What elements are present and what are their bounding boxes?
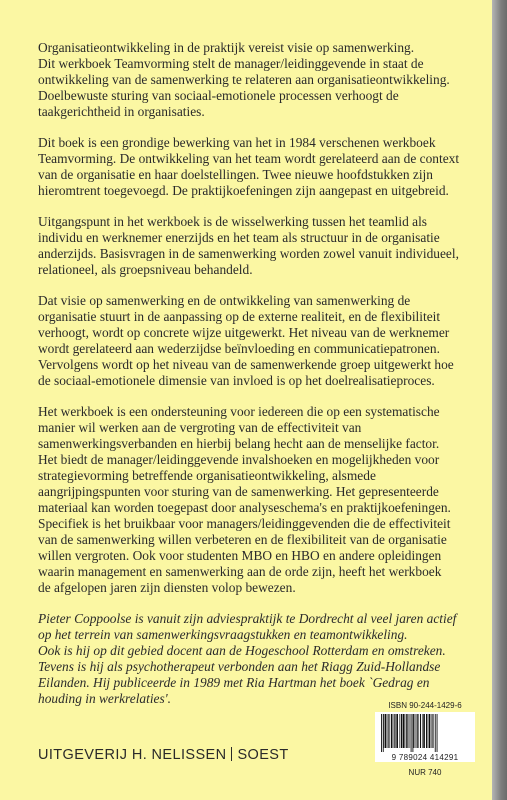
author-bio	[38, 611, 458, 707]
text-line: Uitgangspunt in het werkboek is de wisselwerking tussen het teamlid als	[38, 214, 428, 229]
text-line: Pieter Coppoolse is vanuit zijn adviespraktijk te Dordrecht al veel jaren actief	[38, 611, 457, 626]
barcode-bar	[403, 714, 405, 748]
barcode-bar	[394, 714, 395, 748]
barcode-bar	[437, 714, 438, 752]
text-line: willen vergroten. Ook voor studenten MBO en HBO en andere opleidingen	[38, 548, 442, 563]
barcode-bar	[418, 714, 419, 748]
text-line: individu en werknemer enerzijds en het team als structuur in de organisatie	[38, 230, 440, 245]
text-line: strategievorming betreffende organisatieontwikkeling, alsmede	[38, 468, 376, 483]
barcode	[375, 712, 475, 754]
barcode-bar	[383, 714, 384, 752]
text-line: Doelbewuste sturing van sociaal-emotionele processen verhoogt de	[38, 88, 399, 103]
text-line: Dit boek is een grondige bewerking van het in 1984 verschenen werkboek	[38, 135, 436, 150]
publisher-imprint	[38, 747, 289, 763]
text-line: manier wil werken aan de vergroting van de effectiviteit van	[38, 420, 362, 435]
barcode-bar	[396, 714, 398, 748]
barcode-bar	[388, 714, 389, 748]
text-line: Vervolgens wordt op het niveau van de samenwerkende groep uitgewerkt hoe	[38, 357, 454, 372]
barcode-bars	[379, 714, 471, 752]
text-line: Dit werkboek Teamvorming stelt de manager/leidinggevende in staat de	[38, 56, 424, 71]
barcode-bar	[391, 714, 393, 748]
text-line: waarin management en samenwerking aan de orde zijn, heeft het werkboek	[38, 564, 442, 579]
barcode-bar	[417, 714, 418, 748]
barcode-bar	[426, 714, 427, 748]
barcode-bar	[395, 714, 396, 748]
barcode-bar	[412, 714, 413, 752]
paragraph-2	[38, 135, 458, 199]
barcode-bar	[420, 714, 421, 748]
barcode-bar	[407, 714, 408, 748]
text-line: relationeel, als groepsniveau behandeld.	[38, 262, 253, 277]
isbn-label: ISBN 90-244-1429-6	[388, 701, 462, 710]
text-line: materiaal kan worden toegepast door analyseschema's en praktijkoefeningen.	[38, 500, 451, 515]
nur-code: NUR 740	[408, 768, 442, 777]
barcode-bar	[406, 714, 407, 748]
barcode-bar	[381, 714, 382, 752]
barcode-bar	[413, 714, 414, 748]
text-line: ontwikkeling van de samenwerking te relateren aan organisatieontwikkeling.	[38, 72, 450, 87]
text-line: de sociaal-emotionele dimensie van invloed is op het doelrealisatieproces.	[38, 373, 435, 388]
text-line: samenwerkingsverbanden en hierbij belang hecht aan de menselijke factor.	[38, 436, 440, 451]
text-line: taakgerichtheid in organisaties.	[38, 104, 205, 119]
barcode-bar	[385, 714, 387, 748]
text-line: Tevens is hij als psychotherapeut verbonden aan het Riagg Zuid-Hollandse	[38, 659, 441, 674]
paragraph-1	[38, 40, 458, 120]
text-line: houding in werkrelaties'.	[38, 691, 171, 706]
text-line: Het biedt de manager/leidinggevende invalshoeken en mogelijkheden voor	[38, 452, 440, 467]
text-line: wordt gerelateerd aan wederzijdse beïnvloeding en communicatiepatronen.	[38, 341, 440, 356]
text-line: Organisatieontwikkeling in de praktijk vereist visie op samenwerking.	[38, 40, 415, 55]
separator	[231, 747, 232, 761]
barcode-bar	[384, 714, 385, 748]
text-line: Teamvorming. De ontwikkeling van het team wordt gerelateerd aan de context	[38, 151, 460, 166]
publisher-name: UITGEVERIJ H. NELISSEN	[38, 747, 227, 763]
text-line: verhoogt, wordt op concrete wijze uitgewerkt. Het niveau van de werknemer	[38, 325, 450, 340]
blurb-text	[38, 40, 458, 722]
text-line: Ook is hij op dit gebied docent aan de Hogeschool Rotterdam en omstreken.	[38, 643, 446, 658]
text-line: de afgelopen jaren zijn diensten volop bewezen.	[38, 580, 296, 595]
text-line: aangrijpingspunten voor sturing van de samenwerking. Het gepresenteerde	[38, 484, 439, 499]
barcode-bar	[423, 714, 425, 748]
barcode-bar	[422, 714, 423, 748]
text-line: Eilanden. Hij publiceerde in 1989 met Ria Hartman het boek `Gedrag en	[38, 675, 430, 690]
text-line: Het werkboek is een ondersteuning voor iedereen die op een systematische	[38, 404, 440, 419]
paragraph-3	[38, 214, 458, 278]
text-line: van de samenwerking willen verbeteren en de flexibiliteit van de organisatie	[38, 532, 447, 547]
barcode-digits: 9 789024 414291	[375, 753, 475, 762]
barcode-bar	[399, 714, 400, 748]
barcode-bar	[401, 714, 403, 748]
barcode-bar	[411, 714, 412, 752]
barcode-bar	[428, 714, 429, 748]
text-line: van de organisatie en haar doelstellingen. Twee nieuwe hoofdstukken zijn	[38, 167, 433, 182]
barcode-bar	[429, 714, 431, 748]
text-line: organisatie stuurt in de aanpassing op de externe realiteit, en de flexibiliteit	[38, 309, 441, 324]
page-edge	[492, 0, 507, 800]
barcode-bar	[432, 714, 433, 748]
paragraph-5	[38, 404, 458, 596]
text-line: Specifiek is het bruikbaar voor managers/leidinggevenden die de effectiviteit	[38, 516, 451, 531]
text-line: op het terrein van samenwerkingsvraagstukken en teamontwikkeling.	[38, 627, 408, 642]
barcode-bar	[389, 714, 390, 748]
barcode-bar	[433, 714, 434, 748]
text-line: hieromtrent toegevoegd. De praktijkoefeningen zijn aangepast en uitgebreid.	[38, 183, 449, 198]
barcode-bar	[410, 714, 411, 748]
barcode-bar	[416, 714, 417, 748]
publisher-city: SOEST	[237, 747, 289, 763]
barcode-bar	[435, 714, 436, 752]
paragraph-4	[38, 293, 458, 389]
text-line: Dat visie op samenwerking en de ontwikkeling van samenwerking de	[38, 293, 411, 308]
text-line: anderzijds. Basisvragen in de samenwerking worden zowel vanuit individueel,	[38, 246, 459, 261]
